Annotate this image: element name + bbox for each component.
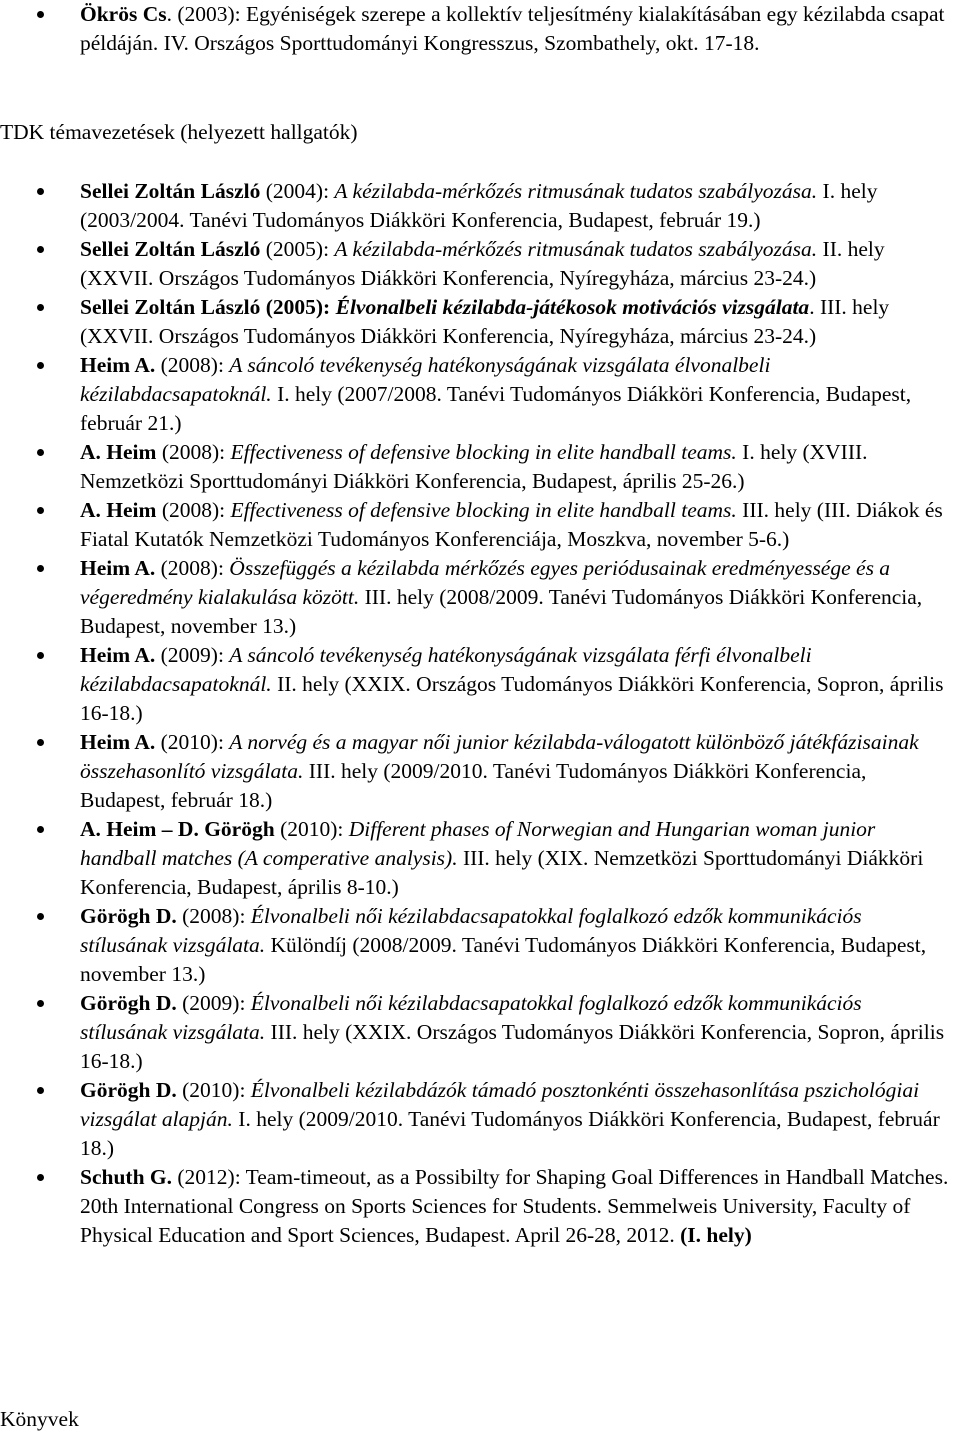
list-item (0, 1163, 960, 1250)
bullet-icon (37, 1000, 44, 1007)
bullet-icon (37, 739, 44, 746)
item-year: (2005): (260, 237, 335, 261)
item-title: A sáncoló tevékenység hatékonyságának vizsgálata élvonalbeli kézilabdacsapatoknál. (80, 353, 771, 406)
item-details: . III. hely (XXVII. Országos Tudományos Diákköri Konferencia, Nyíregyháza, március 23-24.) (80, 295, 890, 348)
bullet-icon (37, 565, 44, 572)
bullet-icon (37, 362, 44, 369)
item-title: Élvonalbeli női kézilabdacsapatokkal foglalkozó edzők kommunikációs stílusának vizsgálata. (80, 904, 862, 957)
item-year: . (2003): (166, 2, 247, 26)
item-year: (2010): (274, 817, 349, 841)
bullet-icon (37, 826, 44, 833)
item-author: Ökrös Cs (80, 2, 167, 26)
item-author: Sellei Zoltán László (80, 179, 261, 203)
item-details: I. hely (2003/2004. Tanévi Tudományos Diákköri Konferencia, Budapest, február 19.) (80, 179, 878, 232)
list-item (0, 902, 960, 989)
item-title: A sáncoló tevékenység hatékonyságának vizsgálata férfi élvonalbeli kézilabdacsapatoknál. (80, 643, 812, 696)
item-year: (2008): (176, 904, 251, 928)
list-item (0, 728, 960, 815)
item-author: Heim A. (80, 353, 156, 377)
item-title: A norvég és a magyar női junior kézilabda-válogatott különböző játékfázisainak összehasonlító vizsgálata. (80, 730, 919, 783)
item-title: A kézilabda-mérkőzés ritmusának tudatos szabályozása. (334, 179, 818, 203)
list-item (0, 1076, 960, 1163)
bullet-icon (37, 246, 44, 253)
bullet-icon (37, 11, 44, 18)
list-item (0, 177, 960, 235)
tdk-list (0, 177, 960, 1250)
item-details: III. hely (2009/2010. Tanévi Tudományos Diákköri Konferencia, Budapest, február 18.) (80, 759, 867, 812)
item-author: Heim A. (80, 643, 156, 667)
item-author: Schuth G. (80, 1165, 173, 1189)
item-title: Effectiveness of defensive blocking in elite handball teams. (230, 498, 737, 522)
bullet-icon (37, 1174, 44, 1181)
bullet-icon (37, 449, 44, 456)
item-year: (2008): (156, 440, 231, 464)
item-title: Élvonalbeli kézilabda-játékosok motivációs vizsgálata (335, 295, 810, 319)
item-details: I. hely (2009/2010. Tanévi Tudományos Diákköri Konferencia, Budapest, február 18.) (80, 1107, 940, 1160)
list-item (0, 815, 960, 902)
list-item (0, 351, 960, 438)
bullet-icon (37, 304, 44, 311)
item-details: (2012): Team-timeout, as a Possibilty for Shaping Goal Differences in Handball Matches. 20th International Congress on Sports Sciences for Students. Semmelweis University, Faculty of Physical Education and Sport Sciences, Budapest. April 26-28, 2012. (80, 1165, 949, 1247)
item-year: (2004): (260, 179, 335, 203)
item-title: Élvonalbeli kézilabdázók támadó posztonkénti összehasonlítása pszichológiai vizsgálat alapján. (80, 1078, 920, 1131)
item-author: Sellei Zoltán László (80, 237, 261, 261)
bullet-icon (37, 652, 44, 659)
bullet-icon (37, 507, 44, 514)
item-details: I. hely (XVIII. Nemzetközi Sporttudományi Diákköri Konferencia, Budapest, április 25-26.) (80, 440, 868, 493)
item-year: (2008): (155, 556, 230, 580)
item-author: Görögh D. (80, 991, 177, 1015)
item-title: Összefüggés a kézilabda mérkőzés egyes periódusainak eredményessége és a végeredmény kialakulása között. (80, 556, 891, 609)
item-title: Effectiveness of defensive blocking in elite handball teams. (230, 440, 737, 464)
item-author: A. Heim – D. Görögh (80, 817, 275, 841)
item-author: A. Heim (80, 498, 157, 522)
item-author: Heim A. (80, 556, 156, 580)
item-title: A kézilabda-mérkőzés ritmusának tudatos szabályozása. (334, 237, 818, 261)
item-author: Görögh D. (80, 904, 177, 928)
books-heading: Könyvek (0, 1407, 79, 1431)
tdk-heading: TDK témavezetések (helyezett hallgatók) (0, 120, 358, 144)
item-details: II. hely (XXIX. Országos Tudományos Diákköri Konferencia, Sopron, április 16-18.) (80, 672, 944, 725)
item-year: (2010): (176, 1078, 251, 1102)
list-item (0, 438, 960, 496)
list-item (0, 554, 960, 641)
item-year: (2010): (155, 730, 230, 754)
item-year: (2008): (155, 353, 230, 377)
item-details: III. hely (XXIX. Országos Tudományos Diákköri Konferencia, Sopron, április 16-18.) (80, 1020, 945, 1073)
list-item (0, 641, 960, 728)
item-details: Különdíj (2008/2009. Tanévi Tudományos Diákköri Konferencia, Budapest, november 13.) (80, 933, 927, 986)
list-item (0, 235, 960, 293)
item-details: II. hely (XXVII. Országos Tudományos Diákköri Konferencia, Nyíregyháza, március 23-24.) (80, 237, 885, 290)
bullet-icon (37, 188, 44, 195)
item-year: (2008): (156, 498, 231, 522)
item-author: A. Heim (80, 440, 157, 464)
item-year: (2009): (155, 643, 230, 667)
item-author: Heim A. (80, 730, 156, 754)
bullet-icon (37, 1087, 44, 1094)
item-details: III. hely (XIX. Nemzetközi Sporttudományi Diákköri Konferencia, Budapest, április 8-10.) (80, 846, 924, 899)
item-placement: (I. hely) (680, 1223, 752, 1247)
list-item (0, 293, 960, 351)
item-author: Görögh D. (80, 1078, 177, 1102)
item-details: Egyéniségek szerepe a kollektív teljesítmény kialakításában egy kézilabda csapat példáján. IV. Országos Sporttudományi Kongresszus, Szombathely, okt. 17-18. (80, 2, 945, 55)
item-details: III. hely (2008/2009. Tanévi Tudományos Diákköri Konferencia, Budapest, november 13.) (80, 585, 923, 638)
item-title: Élvonalbeli női kézilabdacsapatokkal foglalkozó edzők kommunikációs stílusának vizsgálata. (80, 991, 862, 1044)
bullet-icon (37, 913, 44, 920)
item-title: Different phases of Norwegian and Hungarian woman junior handball matches (A comperative analysis). (80, 817, 876, 870)
item-details: III. hely (III. Diákok és Fiatal Kutatók Nemzetközi Tudományos Konferenciája, Moszkva, november 5-6.) (80, 498, 943, 551)
list-item (0, 989, 960, 1076)
list-item (0, 496, 960, 554)
presentation-list (0, 0, 960, 58)
item-details: I. hely (2007/2008. Tanévi Tudományos Diákköri Konferencia, Budapest, február 21.) (80, 382, 912, 435)
item-year: (2009): (176, 991, 251, 1015)
item-author-title: Sellei Zoltán László (2005): Élvonalbeli kézilabda-játékosok motivációs vizsgálata (80, 295, 810, 319)
list-item (0, 0, 960, 58)
